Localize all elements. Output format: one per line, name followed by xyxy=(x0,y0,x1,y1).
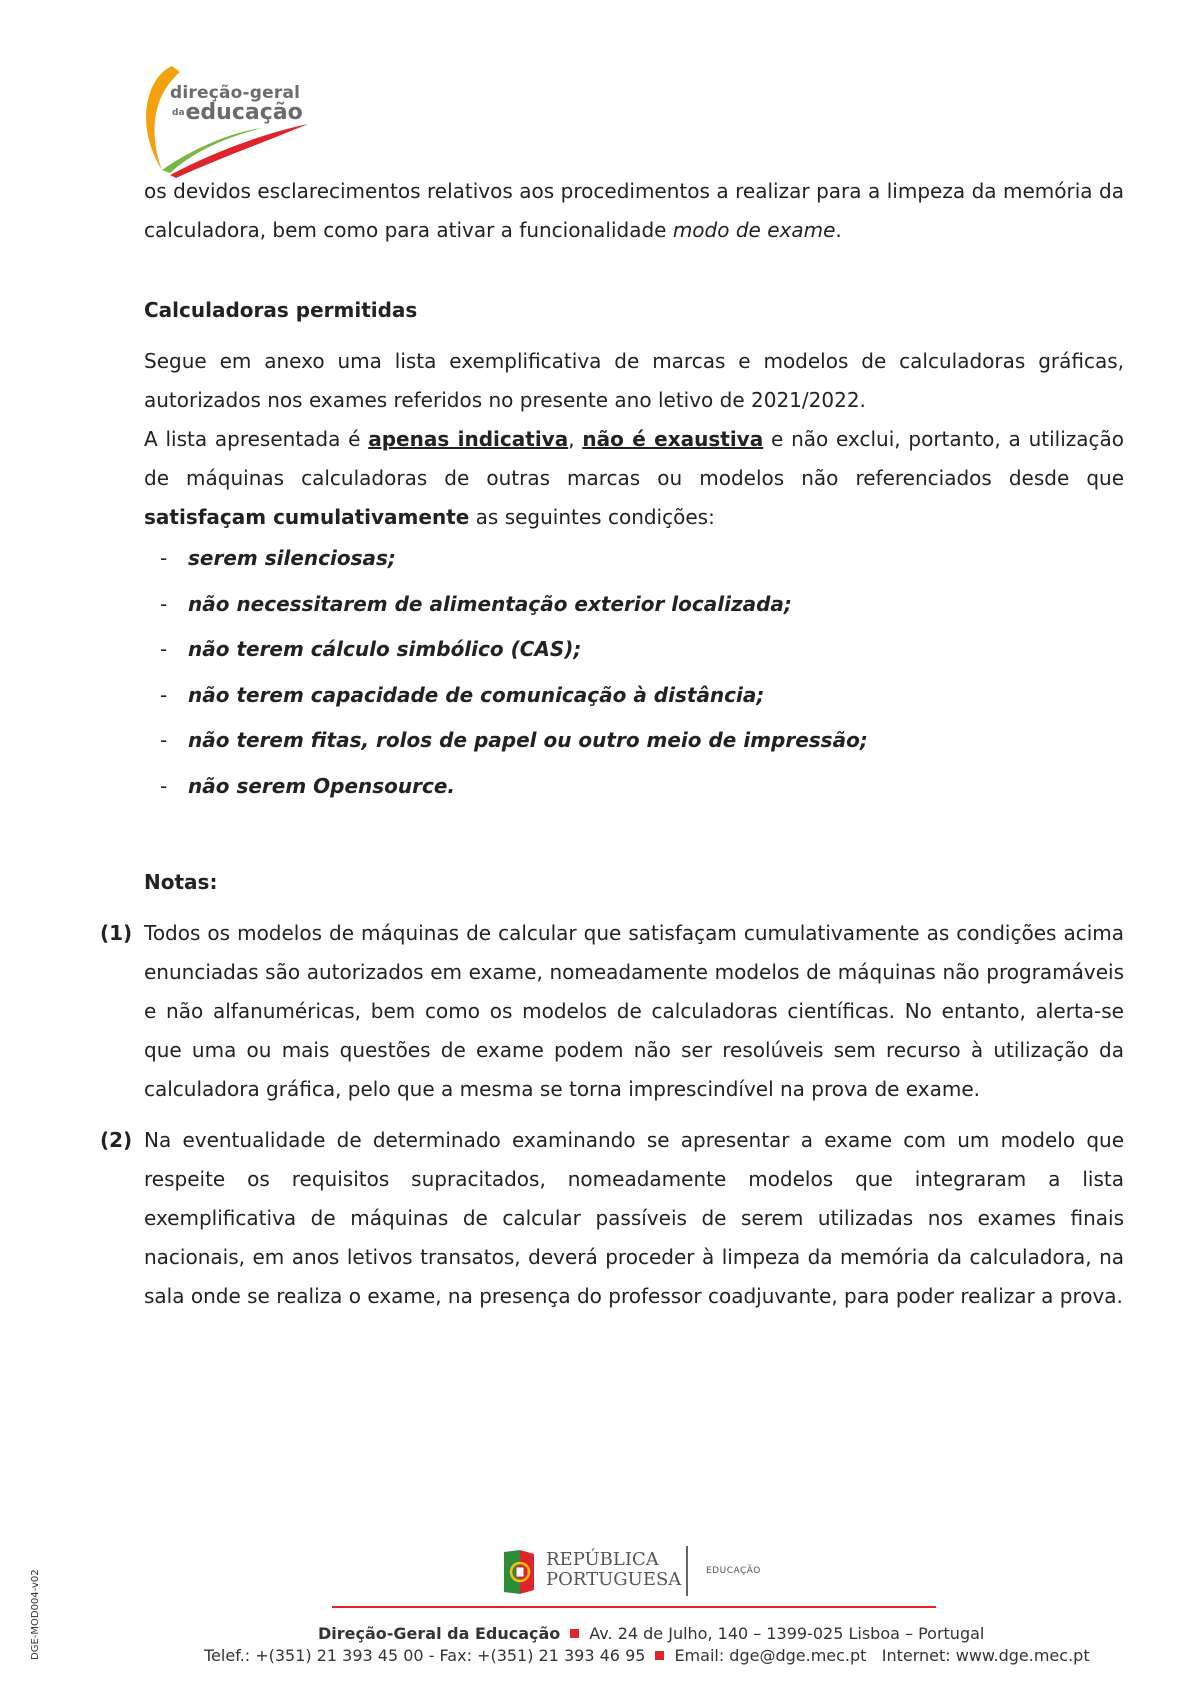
republica-portuguesa-text xyxy=(546,1550,681,1590)
list-item xyxy=(160,536,868,582)
para2-underline-2: não é exaustiva xyxy=(582,427,764,451)
note-text: Todos os modelos de máquinas de calcular que satisfaçam cumulativamente as condições acima enunciadas são autorizados em exame, nomeadamente modelos de máquinas não programáveis e não alfanuméricas, bem como os modelos de calculadoras científicas. No entanto, alerta-se que uma ou mais questões de exame podem não ser resolúveis sem recurso à utilização da calculadora gráfica, pelo que a mesma se torna imprescindível na prova de exame. xyxy=(144,921,1124,1101)
footer-address: Av. 24 de Julho, 140 – 1399-025 Lisboa – Portugal xyxy=(589,1624,985,1643)
footer-contact-line xyxy=(204,1646,1090,1665)
list-item-text: não necessitarem de alimentação exterior localizada; xyxy=(188,591,792,616)
intro-end: . xyxy=(835,218,842,242)
footer-address-line xyxy=(318,1624,984,1643)
list-item-text: não terem fitas, rolos de papel ou outro meio de impressão; xyxy=(188,728,868,752)
republica-line2: PORTUGUESA xyxy=(546,1569,682,1590)
list-item-text: não terem cálculo simbólico (CAS); xyxy=(188,637,582,661)
list-dash: - xyxy=(160,637,168,661)
footer-internet: Internet: www.dge.mec.pt xyxy=(881,1646,1090,1665)
list-dash: - xyxy=(160,773,168,798)
republica-line1: REPÚBLICA xyxy=(546,1549,659,1570)
list-dash: - xyxy=(160,546,168,570)
list-dash: - xyxy=(160,591,168,616)
note-text: Na eventualidade de determinado examinando se apresentar a exame com um modelo que respeite os requisitos supracitados, nomeadamente modelos que integraram a lista exemplificativa de máquinas de calcular passíveis de serem utilizadas nos exames finais nacionais, em anos letivos transatos, deverá proceder à limpeza da memória da calculadora, na sala onde se realiza o exame, na presença do professor coadjuvante, para poder realizar a prova. xyxy=(144,1128,1124,1308)
para2-b: e não exclui, portanto, a utilização de máquinas calculadoras de outras marcas ou modelos não referenciados desde que xyxy=(144,427,1124,490)
notes-heading: Notas: xyxy=(144,870,218,894)
footer-org-name: Direção-Geral da Educação xyxy=(318,1624,561,1643)
section-paragraphs xyxy=(144,342,1124,537)
para2-comma: , xyxy=(568,427,583,451)
list-item-text: serem silenciosas; xyxy=(188,546,396,570)
note-1 xyxy=(100,914,1124,1109)
footer-email: Email: dge@dge.mec.pt xyxy=(674,1646,867,1665)
footer-phone-fax: Telef.: +(351) 21 393 45 00 - Fax: +(351) 21 393 46 95 xyxy=(204,1646,646,1665)
section-heading: Calculadoras permitidas xyxy=(144,298,418,322)
logo-text-educacao xyxy=(172,100,303,125)
conditions-list xyxy=(160,536,868,809)
list-dash: - xyxy=(160,728,168,752)
note-number: (1) xyxy=(100,921,133,945)
list-item-text: não terem capacidade de comunicação à distância; xyxy=(188,682,765,707)
list-item xyxy=(160,582,868,628)
list-item xyxy=(160,627,868,673)
logo-text-direcao-geral: direção-geral xyxy=(170,83,301,103)
list-item-text: não serem Opensource. xyxy=(188,773,456,798)
red-square-icon xyxy=(570,1629,579,1638)
list-item xyxy=(160,764,868,810)
list-dash: - xyxy=(160,682,168,707)
footer-divider xyxy=(686,1546,688,1596)
dge-logo xyxy=(140,58,315,180)
note-number: (2) xyxy=(100,1128,133,1152)
document-code: DGE-MOD004-v02 xyxy=(30,1569,41,1660)
intro-paragraph xyxy=(144,172,1124,250)
intro-text: os devidos esclarecimentos relativos aos procedimentos a realizar para a limpeza da memória da calculadora, bem como para ativar a funcionalidade xyxy=(144,179,1124,242)
logo-text-da: da xyxy=(172,108,185,118)
section-para2 xyxy=(144,420,1124,537)
footer-red-rule xyxy=(332,1606,936,1608)
para2-bold: satisfaçam cumulativamente xyxy=(144,505,470,529)
para2-a: A lista apresentada é xyxy=(144,427,369,451)
republica-emblem-icon xyxy=(500,1546,536,1598)
para2-underline-1: apenas indicativa xyxy=(368,427,569,451)
educacao-label: EDUCAÇÃO xyxy=(706,1566,761,1576)
section-para1: Segue em anexo uma lista exemplificativa de marcas e modelos de calculadoras gráficas, autorizados nos exames referidos no presente ano letivo de 2021/2022. xyxy=(144,349,1124,412)
list-item xyxy=(160,673,868,719)
para2-c: as seguintes condições: xyxy=(469,505,715,529)
logo-text-educacao-word: educação xyxy=(185,100,303,125)
note-2 xyxy=(100,1121,1124,1316)
list-item xyxy=(160,718,868,764)
intro-italic: modo de exame xyxy=(672,218,836,242)
red-square-icon xyxy=(655,1651,664,1660)
